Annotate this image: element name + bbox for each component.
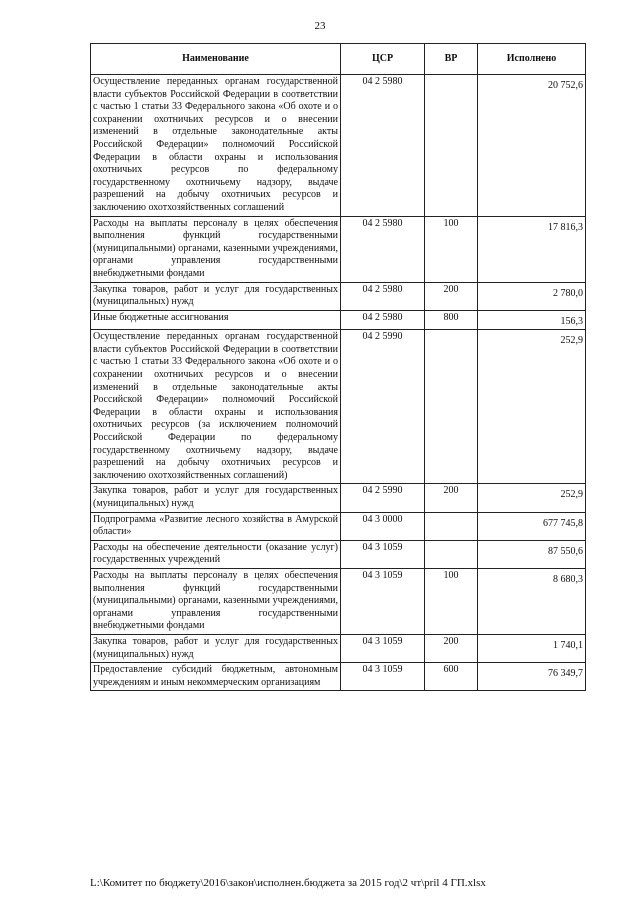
row-vr xyxy=(425,512,478,540)
row-csr: 04 3 1059 xyxy=(341,540,425,568)
row-vr xyxy=(425,540,478,568)
page-number: 23 xyxy=(314,20,326,32)
row-done xyxy=(478,282,586,310)
row-done xyxy=(478,540,586,568)
row-csr: 04 2 5980 xyxy=(341,75,425,217)
row-csr: 04 2 5980 xyxy=(341,282,425,310)
table-row xyxy=(91,663,586,691)
row-done-value: 677 745,8 xyxy=(543,517,583,529)
row-vr: 100 xyxy=(425,216,478,282)
row-done-value: 252,9 xyxy=(560,489,583,501)
row-name: Осуществление переданных органам государственной власти субъектов Российской Федерации в соответствии с частью 1 статьи 33 Федерального закона «Об охоте и о сохранении охотничьих ресурсов и о внесении изменений в отдельные законодательные акты Российской Федерации» полномочий Российской Федерации в области охраны и использования охотничьих ресурсов (за исключением полномочий Российской Федерации по федеральному государственному охотничьему надзору, выдаче разрешений на добычу охотничьих ресурсов и заключению охотхозяйственных соглашений) xyxy=(91,330,341,484)
row-name: Иные бюджетные ассигнования xyxy=(91,310,341,330)
row-vr: 200 xyxy=(425,634,478,662)
table-row xyxy=(91,484,586,512)
row-name: Расходы на выплаты персоналу в целях обеспечения выполнения функций государственными (муниципальными) органами, казенными учреждениями, органами управления государственными внебюджетными фондами xyxy=(91,216,341,282)
table-row xyxy=(91,634,586,662)
table-row xyxy=(91,310,586,330)
column-header-done: Исполнено xyxy=(478,44,586,75)
row-csr: 04 3 1059 xyxy=(341,634,425,662)
row-done-value: 17 816,3 xyxy=(548,221,583,233)
table-row xyxy=(91,282,586,310)
row-csr: 04 3 0000 xyxy=(341,512,425,540)
table-row xyxy=(91,540,586,568)
row-name: Предоставление субсидий бюджетным, автономным учреждениям и иным некоммерческим организациям xyxy=(91,663,341,691)
footer-file-path: L:\Комитет по бюджету\2016\закон\исполнен.бюджета за 2015 год\2 чт\pril 4 ГП.xlsx xyxy=(90,877,486,889)
row-vr: 200 xyxy=(425,282,478,310)
row-done-value: 2 780,0 xyxy=(553,287,583,299)
row-done xyxy=(478,568,586,634)
row-done-value: 8 680,3 xyxy=(553,573,583,585)
row-name: Закупка товаров, работ и услуг для государственных (муниципальных) нужд xyxy=(91,282,341,310)
row-name: Расходы на выплаты персоналу в целях обеспечения выполнения функций государственными (муниципальными) органами, казенными учреждениями, органами управления государственными внебюджетными фондами xyxy=(91,568,341,634)
table-row xyxy=(91,512,586,540)
row-vr: 100 xyxy=(425,568,478,634)
row-csr: 04 3 1059 xyxy=(341,663,425,691)
row-name: Закупка товаров, работ и услуг для государственных (муниципальных) нужд xyxy=(91,484,341,512)
table-row xyxy=(91,75,586,217)
column-header-name: Наименование xyxy=(91,44,341,75)
row-done xyxy=(478,512,586,540)
row-done-value: 20 752,6 xyxy=(548,80,583,91)
row-vr xyxy=(425,330,478,484)
row-done xyxy=(478,484,586,512)
row-done-value: 1 740,1 xyxy=(553,639,583,651)
row-done xyxy=(478,663,586,691)
row-done-value: 156,3 xyxy=(560,315,583,327)
row-name: Подпрограмма «Развитие лесного хозяйства в Амурской области» xyxy=(91,512,341,540)
row-csr: 04 2 5980 xyxy=(341,216,425,282)
row-csr: 04 2 5980 xyxy=(341,310,425,330)
row-done xyxy=(478,216,586,282)
row-name: Расходы на обеспечение деятельности (оказание услуг) государственных учреждений xyxy=(91,540,341,568)
row-vr: 200 xyxy=(425,484,478,512)
row-vr: 800 xyxy=(425,310,478,330)
table-row xyxy=(91,568,586,634)
row-csr: 04 3 1059 xyxy=(341,568,425,634)
column-header-csr: ЦСР xyxy=(341,44,425,75)
row-csr: 04 2 5990 xyxy=(341,330,425,484)
row-csr: 04 2 5990 xyxy=(341,484,425,512)
row-name: Осуществление переданных органам государственной власти субъектов Российской Федерации в соответствии с частью 1 статьи 33 Федерального закона «Об охоте и о сохранении охотничьих ресурсов и о внесении изменений в отдельные законодательные акты Российской Федерации» полномочий Российской Федерации в области охраны и использования охотничьих ресурсов по федеральному государственному охотничьему надзору, выдаче разрешений на добычу охотничьих ресурсов и заключению охотхозяйственных соглашений xyxy=(91,75,341,217)
row-done-value: 87 550,6 xyxy=(548,545,583,557)
row-done xyxy=(478,634,586,662)
budget-execution-table xyxy=(90,43,586,691)
row-vr: 600 xyxy=(425,663,478,691)
row-done-value: 76 349,7 xyxy=(548,668,583,680)
table-header-row xyxy=(91,44,586,75)
table-row xyxy=(91,330,586,484)
row-done-value: 252,9 xyxy=(560,335,583,347)
row-done xyxy=(478,75,586,217)
row-vr xyxy=(425,75,478,217)
column-header-vr: ВР xyxy=(425,44,478,75)
row-done xyxy=(478,310,586,330)
row-done xyxy=(478,330,586,484)
table-row xyxy=(91,216,586,282)
row-name: Закупка товаров, работ и услуг для государственных (муниципальных) нужд xyxy=(91,634,341,662)
